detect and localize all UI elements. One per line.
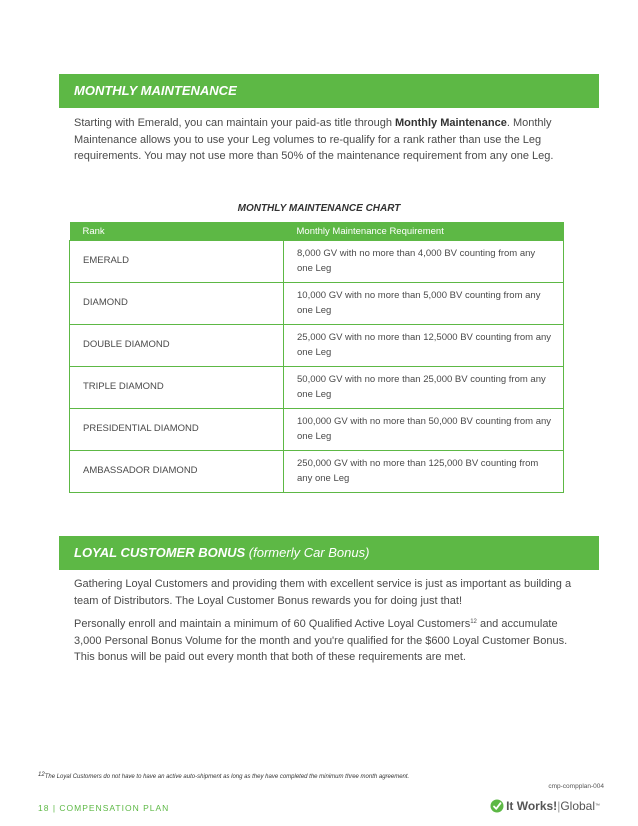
footnote-text: The Loyal Customers do not have to have an active auto-shipment as long as they have completed the minimum three month agreement. [44, 774, 410, 780]
loyal-customer-bonus-title: LOYAL CUSTOMER BONUS [74, 545, 246, 560]
loyal-customer-paragraph-1: Gathering Loyal Customers and providing them with excellent service is just as important as building a team of Distributors. The Loyal Customer Bonus rewards you for doing just that! [74, 578, 572, 607]
chart-title: MONTHLY MAINTENANCE CHART [237, 203, 401, 214]
monthly-maintenance-term: Monthly Maintenance [395, 117, 507, 129]
monthly-maintenance-title: MONTHLY MAINTENANCE [74, 83, 237, 98]
header-rank: Rank [70, 222, 284, 241]
table-row [70, 409, 564, 451]
table-row [70, 367, 564, 409]
logo-it-works: It Works! [506, 799, 558, 813]
requirement-cell: 50,000 GV with no more than 25,000 BV counting from any one Leg [284, 367, 564, 409]
rank-cell: DIAMOND [70, 283, 284, 325]
table-row [70, 451, 564, 493]
leaf-logo-icon [490, 799, 504, 813]
rank-cell: DOUBLE DIAMOND [70, 325, 284, 367]
requirement-cell: 25,000 GV with no more than 12,5000 BV counting from any one Leg [284, 325, 564, 367]
header-requirement: Monthly Maintenance Requirement [284, 222, 564, 241]
maintenance-table [69, 222, 564, 493]
loyal-customer-bonus-subtitle: (formerly Car Bonus) [245, 545, 370, 560]
requirement-cell: 8,000 GV with no more than 4,000 BV counting from any one Leg [284, 241, 564, 283]
footnote-number: 12 [38, 772, 45, 778]
monthly-maintenance-header [59, 74, 599, 108]
requirement-cell: 10,000 GV with no more than 5,000 BV counting from any one Leg [284, 283, 564, 325]
requirement-cell: 100,000 GV with no more than 50,000 BV counting from any one Leg [284, 409, 564, 451]
requirement-cell: 250,000 GV with no more than 125,000 BV counting from any one Leg [284, 451, 564, 493]
table-row [70, 325, 564, 367]
logo-trademark: ™ [595, 803, 600, 809]
it-works-logo [490, 799, 600, 813]
rank-cell: AMBASSADOR DIAMOND [70, 451, 284, 493]
logo-global: Global [560, 799, 595, 813]
rank-cell: PRESIDENTIAL DIAMOND [70, 409, 284, 451]
table-header-row [70, 222, 564, 241]
rank-cell: TRIPLE DIAMOND [70, 367, 284, 409]
table-row [70, 241, 564, 283]
loyal-customer-paragraph-2: Personally enroll and maintain a minimum of 60 Qualified Active Loyal Customers$^{12}$ and accumulate 3,000 Personal Bonus Volume for the month and you're qualified for the $600 Loyal Customer Bonus. This bonus will be paid out every month that both of these requirements are met. [74, 618, 568, 663]
loyal-customer-bonus-header [59, 536, 599, 570]
page-footer-label: 18 | COMPENSATION PLAN [38, 803, 170, 813]
rank-cell: EMERALD [70, 241, 284, 283]
monthly-maintenance-paragraph: Starting with Emerald, you can maintain your paid-as title through Monthly Maintenance. Monthly Maintenance allows you to use your Leg volumes to re-qualify for a rank rather than use the Leg requirements. You may not use more than 50% of the maintenance requirement from any one Leg. [74, 117, 554, 162]
logo-divider: | [557, 799, 561, 813]
footnote [38, 774, 409, 780]
footnote-reference: 12 [470, 619, 477, 625]
document-code: cmp-compplan-004 [548, 783, 604, 790]
table-row [70, 283, 564, 325]
